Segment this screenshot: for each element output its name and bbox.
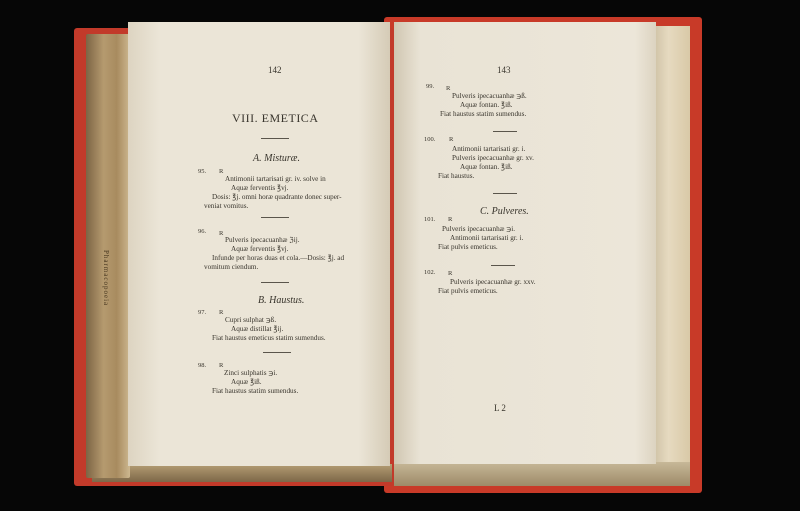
- recipe-line: Infunde per horas duas et cola.—Dosis: ℥j. ad: [212, 254, 345, 262]
- page-number: 143: [497, 65, 511, 75]
- recipe-line: Antimonii tartarisati gr. iv. solve in: [225, 175, 326, 183]
- recipe-line: Fiat haustus statim sumendus.: [212, 387, 299, 395]
- recipe-line: Aquæ ferventis ℥vj.: [231, 184, 289, 192]
- recipe-line: Pulveris ipecacuanhæ ℈i.: [442, 225, 516, 233]
- recipe-number: 100.: [424, 136, 436, 143]
- recipe-number: 102.: [424, 269, 436, 276]
- recipe-number: 97.: [198, 309, 207, 316]
- recipe-number: 101.: [424, 216, 436, 223]
- recipe-symbol: R: [219, 230, 224, 237]
- subsection-title: A. Misturæ.: [253, 153, 300, 164]
- recipe-symbol: R: [448, 216, 453, 223]
- recipe-symbol: R: [219, 362, 224, 369]
- recipe-line: Aquæ fontan. ℥iß.: [460, 101, 513, 109]
- recipe-line: Fiat haustus statim sumendus.: [440, 110, 527, 118]
- page-block-bottom-left: [92, 464, 392, 482]
- subsection-title: C. Pulveres.: [480, 206, 529, 217]
- recipe-line: Pulveris ipecacuanhæ ℈ß.: [452, 92, 527, 100]
- folded-insert: [654, 26, 690, 462]
- recipe-line: Cupri sulphat ℈ß.: [225, 316, 277, 324]
- divider: [261, 282, 289, 283]
- recipe-number: 99.: [426, 83, 435, 90]
- recipe-line: Fiat haustus emeticus statim sumendus.: [212, 334, 326, 342]
- divider: [263, 352, 291, 353]
- recipe-line: Pulveris ipecacuanhæ gr. xv.: [452, 154, 534, 162]
- recipe-symbol: R: [446, 85, 451, 92]
- recipe-line: Aquæ distillat ℥ij.: [231, 325, 284, 333]
- recipe-number: 98.: [198, 362, 207, 369]
- recipe-symbol: R: [449, 136, 454, 143]
- recipe-symbol: R: [219, 309, 224, 316]
- divider: [493, 193, 517, 194]
- recipe-line: Fiat pulvis emeticus.: [438, 287, 498, 295]
- recipe-line: Zinci sulphatis ℈i.: [224, 369, 278, 377]
- divider: [491, 265, 515, 266]
- recipe-line: Fiat haustus.: [438, 172, 475, 180]
- recipe-symbol: R: [448, 270, 453, 277]
- recipe-line: Aquæ fontan. ℥iß.: [460, 163, 513, 171]
- recipe-line: Fiat pulvis emeticus.: [438, 243, 498, 251]
- recipe-line: Aquæ ferventis ℥vj.: [231, 245, 289, 253]
- recipe-line: Antimonii tartarisati gr. i.: [452, 145, 526, 153]
- left-page: [128, 22, 390, 466]
- recipe-line: Antimonii tartarisati gr. i.: [450, 234, 524, 242]
- divider: [493, 131, 517, 132]
- signature-mark: L 2: [494, 403, 506, 413]
- spine-label: Pharmacopoeia: [102, 250, 110, 307]
- divider: [261, 138, 289, 139]
- page-block-bottom-right: [394, 462, 690, 486]
- recipe-line: veniat vomitus.: [204, 202, 249, 210]
- recipe-line: Pulveris ipecacuanhæ gr. xxv.: [450, 278, 536, 286]
- divider: [261, 217, 289, 218]
- recipe-number: 95.: [198, 168, 207, 175]
- recipe-number: 96.: [198, 228, 207, 235]
- subsection-title: B. Haustus.: [258, 295, 305, 306]
- recipe-line: Aquæ ℥iß.: [231, 378, 262, 386]
- recipe-line: Pulveris ipecacuanhæ ℨij.: [225, 236, 300, 244]
- section-heading: VIII. EMETICA: [232, 111, 319, 125]
- recipe-line: Dosis: ℥j. omni horæ quadrante donec super-: [212, 193, 342, 201]
- right-page: [394, 22, 656, 464]
- page-number: 142: [268, 65, 282, 75]
- recipe-line: vomitum ciendum.: [204, 263, 259, 271]
- recipe-symbol: R: [219, 168, 224, 175]
